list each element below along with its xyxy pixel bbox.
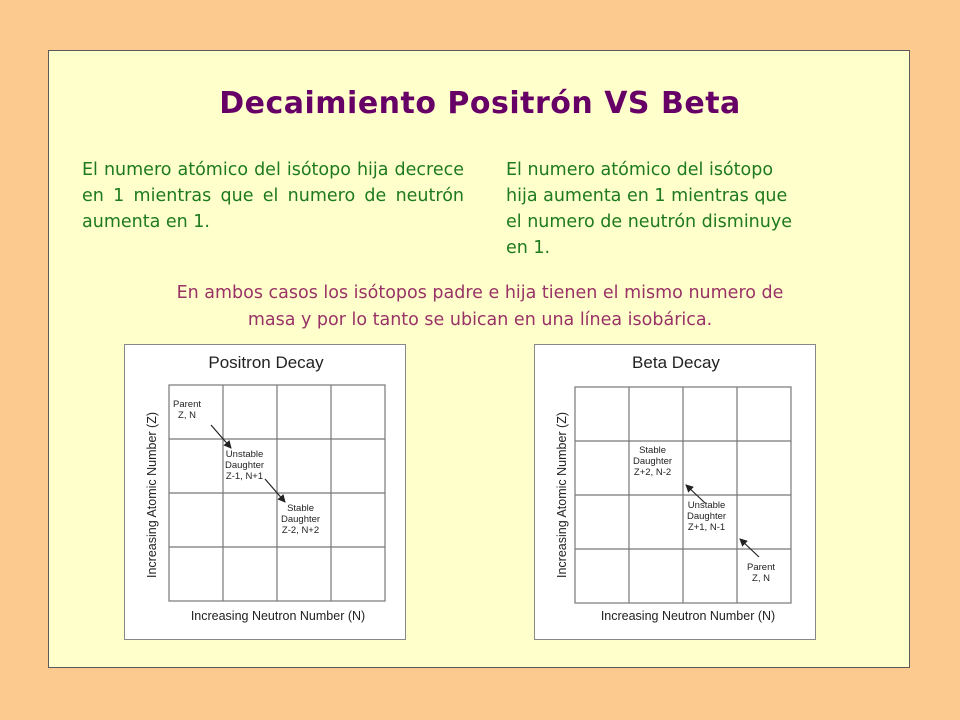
x-axis-label: Increasing Neutron Number (N) [190, 609, 366, 623]
parent-node [173, 399, 201, 421]
node-label: Z, N [178, 410, 196, 421]
positron-description: El numero atómico del isótopo hija decrece en 1 mientras que el numero de neutrón aumenta en 1. [82, 160, 464, 232]
x-axis-label: Increasing Neutron Number (N) [600, 609, 776, 623]
node-label: Unstable [225, 449, 264, 460]
summary-line: En ambos casos los isótopos padre e hija tienen el mismo numero de [176, 283, 784, 303]
unstable-daughter-node [225, 449, 264, 482]
node-label: Daughter [225, 460, 265, 471]
node-label: Daughter [687, 511, 727, 522]
beta-description-line: en 1. [506, 238, 551, 258]
decay-arrow [211, 425, 231, 448]
node-label: Daughter [281, 514, 321, 525]
beta-description-line: el numero de neutrón disminuye [506, 212, 792, 232]
node-label: Z, N [752, 573, 770, 584]
positron-grid [125, 345, 407, 641]
node-label: Daughter [633, 456, 673, 467]
node-label: Z+1, N-1 [687, 522, 726, 533]
diagram-title: Positron Decay [208, 353, 324, 372]
beta-description [506, 157, 888, 261]
node-label: Parent [747, 562, 775, 573]
node-label: Stable [287, 503, 315, 514]
node-label: Z+2, N-2 [633, 467, 672, 478]
summary-text [60, 280, 900, 334]
beta-grid [535, 345, 817, 641]
beta-description-line: hija aumenta en 1 mientras que [506, 186, 788, 206]
node-label: Stable [639, 445, 667, 456]
node-label: Unstable [687, 500, 726, 511]
summary-line: masa y por lo tanto se ubican en una línea isobárica. [247, 310, 713, 330]
slide-title: Decaimiento Positrón VS Beta [219, 86, 741, 121]
parent-node [747, 562, 775, 584]
diagram-title: Beta Decay [632, 353, 720, 372]
unstable-daughter-node [687, 500, 726, 533]
decay-arrow [265, 479, 285, 502]
stable-daughter-node [281, 503, 320, 536]
positron-decay-diagram [124, 344, 406, 640]
node-label: Parent [173, 399, 201, 410]
y-axis-label: Increasing Atomic Number (Z) [145, 411, 159, 579]
y-axis-label: Increasing Atomic Number (Z) [555, 411, 569, 579]
decay-arrow [740, 539, 759, 557]
node-label: Z-1, N+1 [225, 471, 264, 482]
beta-description-line: El numero atómico del isótopo [506, 160, 774, 180]
node-label: Z-2, N+2 [281, 525, 320, 536]
stable-daughter-node [633, 445, 672, 478]
beta-decay-diagram [534, 344, 816, 640]
